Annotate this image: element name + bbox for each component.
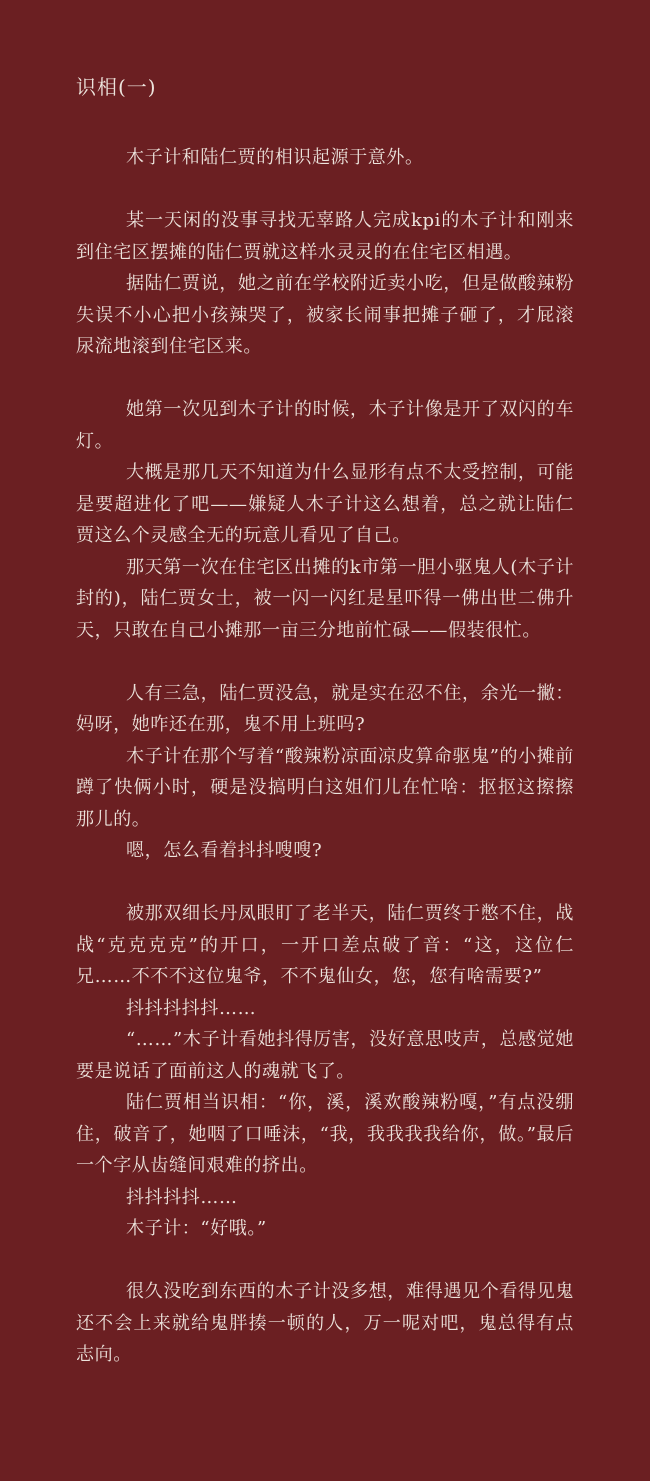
paragraph-gap <box>76 363 574 395</box>
paragraph: 嗯，怎么看着抖抖嗖嗖? <box>126 840 323 861</box>
paragraph: 木子计在那个写着“酸辣粉凉面凉皮算命驱鬼”的小摊前蹲了快俩小时，硬是没搞明白这姐们儿在忙啥：抠抠这擦擦那儿的。 <box>76 745 574 830</box>
chapter-body <box>76 142 574 1371</box>
paragraph: 抖抖抖抖…… <box>126 1186 238 1208</box>
paragraph: 木子计和陆仁贾的相识起源于意外。 <box>126 147 424 168</box>
paragraph-gap <box>76 1245 574 1277</box>
paragraph: 大概是那几天不知道为什么显形有点不太受控制，可能是要超进化了吧——嫌疑人木子计这么想着，总之就让陆仁贾这么个灵感全无的玩意儿看见了自己。 <box>76 462 574 546</box>
paragraph: 那天第一次在住宅区出摊的k市第一胆小驱鬼人(木子计封的)，陆仁贾女士，被一闪一闪红是星吓得一佛出世二佛升天，只敢在自己小摊那一亩三分地前忙碌——假装很忙。 <box>76 556 574 641</box>
chapter-title: 识相(一) <box>76 75 157 99</box>
paragraph: 被那双细长丹凤眼盯了老半天，陆仁贾终于憋不住，战战“克克克克”的开口，一开口差点破了音：“这，这位仁兄……不不不这位鬼爷，不不鬼仙女，您，您有啥需要?” <box>76 903 574 987</box>
paragraph-gap <box>76 174 574 206</box>
paragraph-gap <box>76 867 574 899</box>
paragraph: 据陆仁贾说，她之前在学校附近卖小吃，但是做酸辣粉失误不小心把小孩辣哭了，被家长闹事把摊子砸了，才屁滚尿流地滚到住宅区来。 <box>76 273 574 357</box>
paragraph: “……”木子计看她抖得厉害，没好意思吱声，总感觉她要是说话了面前这人的魂就飞了。 <box>76 1029 574 1082</box>
paragraph: 她第一次见到木子计的时候，木子计像是开了双闪的车灯。 <box>76 399 574 452</box>
paragraph: 很久没吃到东西的木子计没多想，难得遇见个看得见鬼还不会上来就给鬼胖揍一顿的人，万一呢对吧，鬼总得有点志向。 <box>76 1281 574 1365</box>
paragraph: 某一天闲的没事寻找无辜路人完成kpi的木子计和刚来到住宅区摆摊的陆仁贾就这样水灵灵的在住宅区相遇。 <box>76 210 574 263</box>
paragraph: 人有三急，陆仁贾没急，就是实在忍不住，余光一撇：妈呀，她咋还在那，鬼不用上班吗? <box>76 682 574 735</box>
paragraph: 陆仁贾相当识相：“你，溪，溪欢酸辣粉嘎，”有点没绷住，破音了，她咽了口唾沫，“我，我我我我给你，做。”最后一个字从齿缝间艰难的挤出。 <box>76 1092 574 1176</box>
paragraph: 抖抖抖抖抖…… <box>126 997 257 1019</box>
paragraph: 木子计：“好哦。” <box>126 1218 267 1239</box>
paragraph-gap <box>76 646 574 678</box>
